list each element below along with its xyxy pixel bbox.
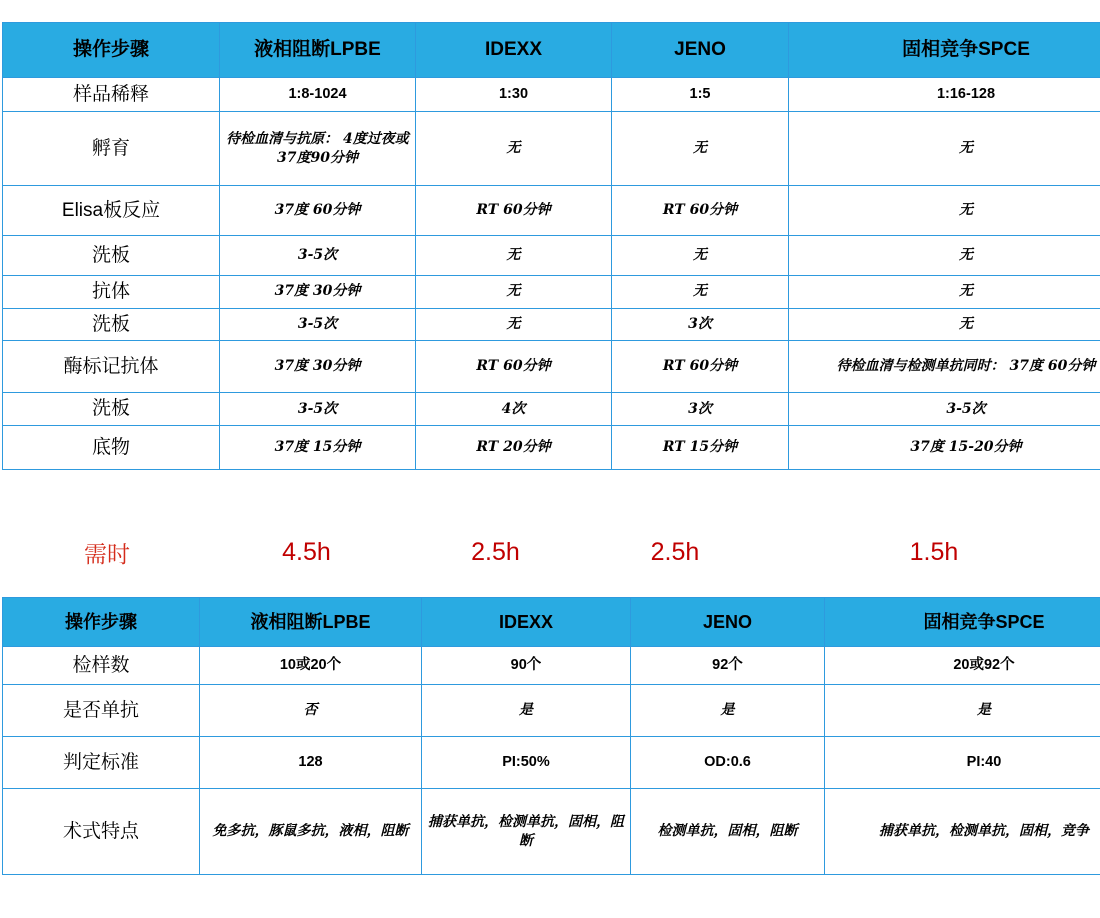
- table-row: [3, 236, 1100, 276]
- row-label: 底物: [3, 425, 220, 469]
- column-header-jeno: JENO: [631, 598, 825, 647]
- table-row: [3, 308, 1100, 341]
- table-cell: OD:0.6: [631, 737, 825, 789]
- row-label: 洗板: [3, 236, 220, 276]
- table-cell: 无: [789, 308, 1100, 341]
- column-header-lpbe: 液相阻断LPBE: [200, 598, 422, 647]
- table-row: [3, 685, 1100, 737]
- table-cell: 90个: [422, 647, 631, 685]
- table-cell: 免多抗，豚鼠多抗，液相，阻断: [200, 789, 422, 875]
- table-cell: 无: [416, 276, 612, 309]
- table-cell: 3-5次: [789, 393, 1100, 426]
- table-row: [3, 425, 1100, 469]
- table-row: [3, 393, 1100, 426]
- table-cell: 检测单抗，固相，阻断: [631, 789, 825, 875]
- table-cell: 128: [200, 737, 422, 789]
- row-label: 样品稀释: [3, 78, 220, 112]
- table-cell: 1:5: [612, 78, 789, 112]
- table-cell: 37度 30分钟: [220, 341, 416, 393]
- table-cell: PI:50%: [422, 737, 631, 789]
- row-label: 洗板: [3, 308, 220, 341]
- table-cell: 待检血清与检测单抗同时： 37度 60分钟: [789, 341, 1100, 393]
- table-cell: PI:40: [825, 737, 1100, 789]
- table-row: [3, 341, 1100, 393]
- row-label: 抗体: [3, 276, 220, 309]
- comparison-table-features: [2, 597, 1100, 875]
- table-row: [3, 647, 1100, 685]
- table-cell: 无: [416, 308, 612, 341]
- table-row: [3, 737, 1100, 789]
- column-header-step: 操作步骤: [3, 598, 200, 647]
- table-cell: 待检血清与抗原： 4度过夜或37度90分钟: [220, 112, 416, 186]
- table-cell: RT 20分钟: [416, 425, 612, 469]
- total-time-jeno: 2.5h: [650, 537, 700, 566]
- table-cell: 无: [789, 112, 1100, 186]
- table-cell: RT 60分钟: [612, 186, 789, 236]
- table-cell: 4次: [416, 393, 612, 426]
- table-row: [3, 789, 1100, 875]
- table-cell: 否: [200, 685, 422, 737]
- total-time-idexx: 2.5h: [471, 537, 520, 566]
- table-cell: 是: [422, 685, 631, 737]
- table-cell: 无: [789, 186, 1100, 236]
- table-cell: 是: [825, 685, 1100, 737]
- table-cell: RT 60分钟: [416, 341, 612, 393]
- table-header-row: [3, 23, 1100, 78]
- row-label: 孵育: [3, 112, 220, 186]
- total-time-label: 需时: [84, 540, 130, 567]
- table-cell: 无: [612, 276, 789, 309]
- table-cell: 3次: [612, 308, 789, 341]
- table-cell: 无: [416, 112, 612, 186]
- column-header-step: 操作步骤: [3, 23, 220, 78]
- column-header-spce: 固相竞争SPCE: [789, 23, 1100, 78]
- row-label: 是否单抗: [3, 685, 200, 737]
- table-cell: 3-5次: [220, 236, 416, 276]
- column-header-idexx: IDEXX: [416, 23, 612, 78]
- table-cell: 10或20个: [200, 647, 422, 685]
- table-cell: 3次: [612, 393, 789, 426]
- table-cell: RT 60分钟: [612, 341, 789, 393]
- table-cell: 3-5次: [220, 393, 416, 426]
- table-row: [3, 276, 1100, 309]
- column-header-lpbe: 液相阻断LPBE: [220, 23, 416, 78]
- table-row: [3, 186, 1100, 236]
- table-cell: 1:8-1024: [220, 78, 416, 112]
- row-label: 检样数: [3, 647, 200, 685]
- column-header-jeno: JENO: [612, 23, 789, 78]
- table-cell: 37度 30分钟: [220, 276, 416, 309]
- table-cell: 37度 60分钟: [220, 186, 416, 236]
- row-label: 判定标准: [3, 737, 200, 789]
- table-row: [3, 112, 1100, 186]
- row-label: 酶标记抗体: [3, 341, 220, 393]
- table-cell: 无: [789, 236, 1100, 276]
- table-cell: 92个: [631, 647, 825, 685]
- table-cell: 无: [612, 236, 789, 276]
- table-cell: 是: [631, 685, 825, 737]
- table-cell: 1:30: [416, 78, 612, 112]
- comparison-table-steps: [2, 22, 1100, 470]
- table-cell: 无: [789, 276, 1100, 309]
- table-cell: 37度 15-20分钟: [789, 425, 1100, 469]
- column-header-spce: 固相竞争SPCE: [825, 598, 1100, 647]
- total-time-row: [2, 528, 1100, 576]
- row-label: Elisa板反应: [3, 186, 220, 236]
- table-cell: 捕获单抗，检测单抗，固相，竞争: [825, 789, 1100, 875]
- table-cell: 捕获单抗，检测单抗，固相，阻断: [422, 789, 631, 875]
- column-header-idexx: IDEXX: [422, 598, 631, 647]
- table-cell: 1:16-128: [789, 78, 1100, 112]
- table-cell: RT 60分钟: [416, 186, 612, 236]
- total-time-spce: 1.5h: [909, 537, 959, 566]
- table-cell: 无: [612, 112, 789, 186]
- row-label: 洗板: [3, 393, 220, 426]
- row-label: 术式特点: [3, 789, 200, 875]
- table-cell: RT 15分钟: [612, 425, 789, 469]
- total-time-lpbe: 4.5h: [282, 537, 331, 566]
- table-row: [3, 78, 1100, 112]
- table-cell: 20或92个: [825, 647, 1100, 685]
- table-header-row: [3, 598, 1100, 647]
- table-cell: 无: [416, 236, 612, 276]
- table-cell: 3-5次: [220, 308, 416, 341]
- table-cell: 37度 15分钟: [220, 425, 416, 469]
